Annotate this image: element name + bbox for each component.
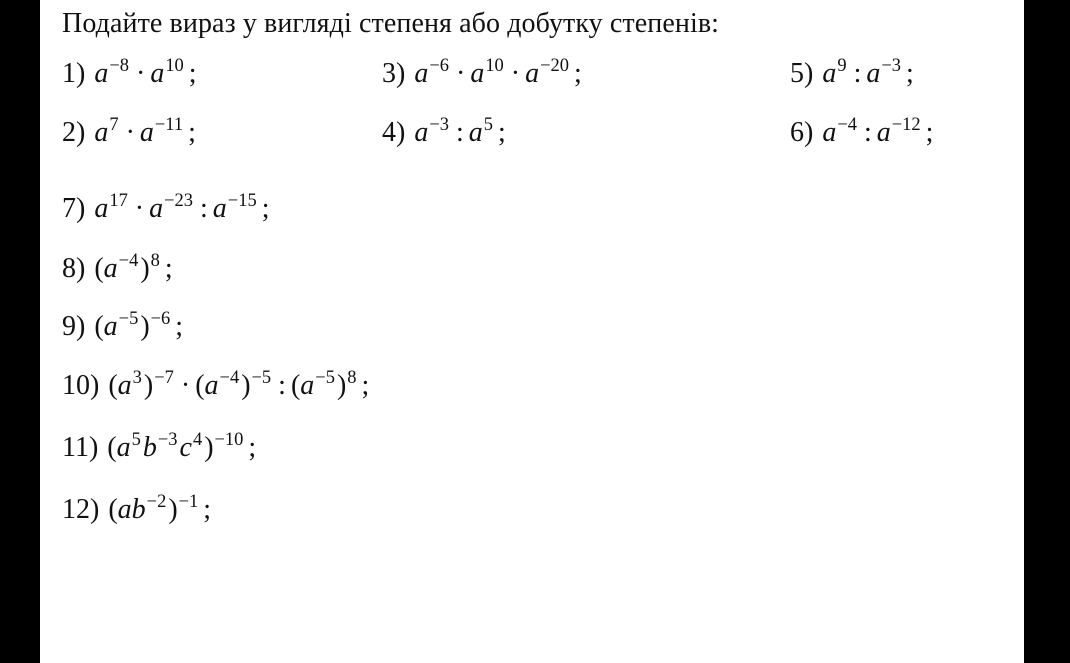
exponent: −20 bbox=[540, 54, 569, 75]
semicolon: ; bbox=[925, 117, 934, 148]
exponent: −6 bbox=[429, 54, 449, 75]
exercise-expression bbox=[94, 54, 197, 89]
parenthesis: ) bbox=[241, 370, 251, 401]
exponent: 5 bbox=[483, 113, 493, 134]
exponent: −11 bbox=[154, 113, 184, 134]
exponent: −2 bbox=[146, 490, 167, 511]
exponent: 7 bbox=[109, 113, 119, 134]
exercise-number: 2) bbox=[62, 117, 86, 148]
exercise-number: 9) bbox=[62, 311, 86, 342]
parenthesis: ( bbox=[108, 494, 118, 525]
variable: a bbox=[204, 370, 219, 401]
operator: · bbox=[134, 193, 145, 224]
exponent: −3 bbox=[881, 54, 901, 75]
semicolon: ; bbox=[175, 311, 184, 342]
parenthesis: ) bbox=[336, 370, 347, 401]
exponent: −5 bbox=[251, 366, 272, 387]
variable: a bbox=[150, 58, 165, 89]
variable: a bbox=[866, 58, 881, 89]
variable: c bbox=[179, 432, 192, 463]
exponent: −23 bbox=[164, 189, 194, 210]
variable: a bbox=[822, 117, 837, 148]
exponent: −6 bbox=[150, 307, 171, 328]
variable: a bbox=[116, 432, 131, 463]
exercise-expression bbox=[94, 113, 196, 148]
exercise-1 bbox=[62, 54, 197, 90]
exponent: 3 bbox=[132, 366, 142, 387]
variable: b bbox=[142, 432, 157, 463]
parenthesis: ( bbox=[195, 370, 205, 401]
exponent: −4 bbox=[219, 366, 240, 387]
variable: a bbox=[94, 58, 109, 89]
parenthesis: ) bbox=[140, 253, 150, 284]
exercise-number: 11) bbox=[62, 432, 99, 463]
exercise-number: 6) bbox=[790, 117, 814, 148]
parenthesis: ) bbox=[168, 494, 178, 525]
exponent: 8 bbox=[150, 249, 160, 270]
variable: a bbox=[414, 58, 429, 89]
operator: : bbox=[863, 117, 872, 148]
exercise-expression bbox=[822, 113, 934, 148]
variable: a bbox=[822, 58, 837, 89]
exercise-7 bbox=[62, 189, 270, 225]
exponent: −4 bbox=[837, 113, 857, 134]
exponent: −3 bbox=[429, 113, 449, 134]
exercise-expression bbox=[108, 490, 212, 525]
variable: b bbox=[131, 494, 146, 525]
exercise-4 bbox=[382, 113, 506, 149]
semicolon: ; bbox=[203, 494, 212, 525]
variable: a bbox=[117, 494, 132, 525]
variable: a bbox=[103, 311, 118, 342]
variable: a bbox=[139, 117, 154, 148]
exponent: 9 bbox=[837, 54, 847, 75]
exercise-expression bbox=[94, 249, 173, 284]
semicolon: ; bbox=[188, 58, 197, 89]
exercise-9 bbox=[62, 307, 184, 343]
semicolon: ; bbox=[188, 117, 196, 148]
exercise-number: 5) bbox=[790, 58, 814, 89]
parenthesis: ) bbox=[140, 311, 150, 342]
exercise-10 bbox=[62, 366, 370, 402]
variable: a bbox=[300, 370, 315, 401]
operator: · bbox=[455, 58, 466, 89]
operator: · bbox=[180, 370, 191, 401]
exercise-number: 7) bbox=[62, 193, 86, 224]
exercise-3 bbox=[382, 54, 582, 90]
semicolon: ; bbox=[574, 58, 582, 89]
exponent: −1 bbox=[178, 490, 199, 511]
exercise-2 bbox=[62, 113, 196, 149]
exponent: −3 bbox=[157, 428, 178, 449]
exercise-number: 4) bbox=[382, 117, 406, 148]
variable: a bbox=[149, 193, 164, 224]
exercise-number: 10) bbox=[62, 370, 100, 401]
exponent: −10 bbox=[214, 428, 244, 449]
exercise-11 bbox=[62, 428, 257, 464]
operator: : bbox=[455, 117, 464, 148]
variable: a bbox=[117, 370, 132, 401]
variable: a bbox=[470, 58, 485, 89]
exponent: 10 bbox=[485, 54, 504, 75]
exercise-expression bbox=[414, 113, 506, 148]
exercise-6 bbox=[790, 113, 934, 149]
exercise-number: 12) bbox=[62, 494, 100, 525]
operator: : bbox=[853, 58, 862, 89]
semicolon: ; bbox=[361, 370, 370, 401]
exponent: 10 bbox=[165, 54, 184, 75]
variable: a bbox=[876, 117, 891, 148]
semicolon: ; bbox=[498, 117, 506, 148]
parenthesis: ) bbox=[143, 370, 154, 401]
parenthesis: ( bbox=[94, 311, 104, 342]
variable: a bbox=[212, 193, 227, 224]
operator: : bbox=[200, 193, 208, 224]
variable: a bbox=[414, 117, 429, 148]
exponent: 17 bbox=[109, 189, 128, 210]
semicolon: ; bbox=[248, 432, 257, 463]
exercise-expression bbox=[94, 189, 270, 224]
exercise-expression bbox=[822, 54, 914, 89]
variable: a bbox=[468, 117, 483, 148]
exercise-number: 1) bbox=[62, 58, 86, 89]
operator: · bbox=[135, 58, 146, 89]
parenthesis: ) bbox=[204, 432, 214, 463]
parenthesis: ( bbox=[107, 432, 117, 463]
exponent: −8 bbox=[109, 54, 129, 75]
exercise-expression bbox=[414, 54, 582, 89]
exponent: −5 bbox=[118, 307, 139, 328]
exercise-expression bbox=[107, 428, 257, 463]
parenthesis: ( bbox=[108, 370, 118, 401]
semicolon: ; bbox=[906, 58, 914, 89]
semicolon: ; bbox=[164, 253, 173, 284]
exercise-5 bbox=[790, 54, 914, 90]
exponent: −4 bbox=[118, 249, 139, 270]
exercise-12 bbox=[62, 490, 212, 526]
exponent: −5 bbox=[315, 366, 335, 387]
semicolon: ; bbox=[261, 193, 270, 224]
variable: a bbox=[103, 253, 118, 284]
variable: a bbox=[94, 117, 109, 148]
parenthesis: ( bbox=[290, 370, 301, 401]
exponent: −12 bbox=[891, 113, 921, 134]
variable: a bbox=[94, 193, 109, 224]
exercise-8 bbox=[62, 249, 173, 285]
exponent: −15 bbox=[227, 189, 257, 210]
variable: a bbox=[525, 58, 540, 89]
exponent: 4 bbox=[192, 428, 203, 449]
exponent: 8 bbox=[347, 366, 357, 387]
exercise-number: 3) bbox=[382, 58, 406, 89]
operator: · bbox=[125, 117, 135, 148]
parenthesis: ( bbox=[94, 253, 104, 284]
worksheet-page bbox=[40, 0, 1024, 663]
exercise-expression bbox=[94, 307, 184, 342]
task-title: Подайте вираз у вигляді степеня або добутку степенів: bbox=[62, 8, 720, 39]
operator: · bbox=[510, 58, 521, 89]
operator: : bbox=[278, 370, 286, 401]
exponent: 5 bbox=[131, 428, 141, 449]
exponent: −7 bbox=[154, 366, 174, 387]
exercise-number: 8) bbox=[62, 253, 86, 284]
exercise-expression bbox=[108, 366, 370, 401]
